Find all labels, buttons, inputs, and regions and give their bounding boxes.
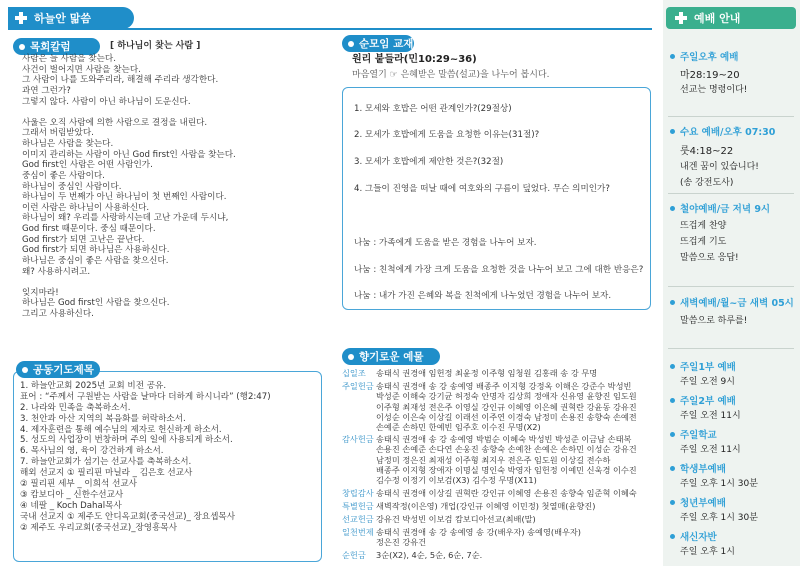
- study-box: [342, 87, 651, 310]
- column-line: 하나님이 두 번째가 아닌 하나님이 첫 번째인 사람이다.: [22, 192, 227, 203]
- service-line: 주일 오전 11시: [680, 411, 741, 421]
- study-intro: 마음열기 ☞ 은혜받은 말씀(설교)을 나누어 봅시다.: [352, 70, 550, 80]
- offering-names: 손예준 손하민 한예빈 임주호 이수진 무명(X2): [376, 422, 541, 433]
- study-label: 순모임 교재: [342, 35, 414, 52]
- offering-type: 순헌금: [342, 550, 366, 560]
- column-line: 이런 사람은 하나님이 사용하신다.: [22, 202, 150, 213]
- offering-names: 배종주 이지형 장애자 이명실 명인숙 박영자 임헌정 이예민 신욱경 이수진: [376, 464, 637, 475]
- column-line: God first가 되면 하나님은 사용하신다.: [22, 245, 170, 256]
- column-line: God first인 사람은 어떤 사람인가.: [22, 160, 153, 171]
- service-line: 뜨겁게 찬양: [680, 221, 727, 231]
- bullet-icon: [670, 129, 675, 134]
- column-line: God first 때문이다. 중심 때문이다.: [22, 224, 156, 234]
- study-share: 나눔 : 내가 가진 은혜와 복을 친척에게 나누었던 경험을 나누어 보자.: [354, 291, 612, 301]
- bullet-icon: [348, 41, 354, 47]
- column-line: 그렇지 않다. 사람이 아닌 하나님이 도운신다.: [22, 96, 191, 107]
- prayer-line: 1. 하늘안교회 2025년 교회 비전 공유.: [20, 381, 167, 391]
- column-line: God first가 되면 고난은 끝난다.: [22, 234, 145, 245]
- offering-row: [342, 550, 482, 560]
- bullet-icon: [670, 206, 675, 211]
- bullet-icon: [670, 364, 675, 369]
- divider: [668, 193, 794, 194]
- prayer-line: ④ 네팔 _ Koch Dahal목사: [20, 500, 122, 511]
- column-line: 하나님이 중심인 사람이다.: [22, 181, 122, 192]
- divider: [668, 116, 794, 117]
- service-title: 수요 예배/오후 07:30: [670, 124, 775, 138]
- service-line: 말씀으로 하루를!: [680, 316, 748, 326]
- offering-names: 남정미 정은진 최재성 이주형 최지우 전은주 임도원 이상길 전수하: [376, 454, 611, 465]
- column-body: [22, 54, 236, 320]
- divider: [668, 348, 794, 349]
- banner-divider: [8, 28, 652, 30]
- offering-type: 창립감사: [342, 488, 374, 498]
- offering-names: 송태식 권경애 송 강 송예영 배종주 이지형 강정옥 이해은 강준수 박성빈: [376, 381, 632, 391]
- bullet-icon: [670, 500, 675, 505]
- column-line: 하나님이 왜? 우리를 사랑하시는데 고난 가운데 두시냐,: [22, 213, 229, 224]
- service-title: 청년부예배: [670, 495, 726, 509]
- offering-row: [342, 527, 581, 548]
- offering-label: 향기로운 예물: [342, 348, 440, 365]
- service-title: 철야예배/금 저녁 9시: [670, 201, 770, 215]
- column-line: [22, 277, 236, 288]
- bullet-icon: [22, 367, 28, 373]
- offering-type: 특별헌금: [342, 501, 374, 511]
- column-line: [22, 107, 236, 118]
- bullet-icon: [670, 300, 675, 305]
- column-line: 그래서 버림받았다.: [22, 128, 94, 139]
- service-line: 주일 오후 1시 30분: [680, 513, 758, 523]
- column-line: 그 사람이 나를 도와주리라, 해결해 주리라 생각한다.: [22, 75, 219, 86]
- column-line: 하나님은 사람을 찾는다.: [22, 139, 114, 149]
- offering-names: 송태식 권경애 송 강 송예영 송 강(배우자) 송예영(배우자): [376, 527, 581, 537]
- service-title: 주일학교: [670, 427, 717, 441]
- bullet-icon: [670, 466, 675, 471]
- service-line: 주일 오후 1시 30분: [680, 479, 758, 489]
- column-subtitle: [ 하나님이 찾는 사람 ]: [110, 41, 201, 51]
- column-line: 이미지 관리하는 사람이 아닌 God first인 사람을 찾는다.: [22, 149, 236, 160]
- study-share: 나눔 : 친척에게 가장 크게 도움을 요청한 것을 나누어 보고 그에 대한 반응은?: [354, 265, 644, 275]
- service-line: 주일 오후 1시: [680, 547, 735, 557]
- offering-names: 송태식 권경애 임헌정 최윤정 이주형 임청원 김홍래 송 강 무명: [376, 368, 598, 378]
- column-line: 사울은 오직 사람에 의한 사람으로 결정을 내린다.: [22, 117, 208, 128]
- column-label: 목회칼럼: [13, 38, 100, 55]
- study-share: 나눔 : 가족에게 도움을 받은 경험을 나누어 보자.: [354, 238, 537, 248]
- offering-row: [342, 381, 637, 432]
- prayer-line: ② 제주도 우리교회(중국선교)_장영흥목사: [20, 522, 177, 533]
- column-line: 사람은 늘 사람을 찾는다.: [22, 54, 116, 64]
- prayer-line: ③ 캄보디아 _ 신한수선교사: [20, 489, 124, 500]
- prayer-line: 표어 : “주께서 구원받는 사람을 날마다 더하게 하시니라” (행2:47): [20, 391, 271, 402]
- column-line: 하나님은 God first인 사람을 찾으신다.: [22, 298, 170, 309]
- column-line: 잊지마라!: [22, 287, 59, 298]
- offering-names: 강유건 박성빈 이보검 캄보디아선교(최배(말): [376, 514, 536, 524]
- offering-row: [342, 501, 595, 511]
- offering-names: 김수정 이정기 이보검(X3) 김수정 무명(X11): [376, 475, 537, 486]
- bullet-icon: [670, 398, 675, 403]
- study-question: 1. 모세와 호밥은 어떤 관계인가?(29절상): [354, 104, 512, 114]
- offering-names: 이주형 최재성 전은주 이영실 강인규 이혜영 이은혜 권혁란 강윤동 강유진: [376, 401, 637, 412]
- offering-row: [342, 368, 597, 378]
- offering-names: 3순(X2), 4순, 5순, 6순, 7순.: [376, 550, 483, 560]
- column-line: 그리고 사용하신다.: [22, 309, 94, 319]
- section-banner: [8, 7, 134, 29]
- service-line: 마28:19~20: [680, 70, 740, 81]
- service-line: (송 강전도사): [680, 178, 734, 188]
- offering-names: 새벽작정(이은영) 개업(강인규 이혜영 이민정) 첫열매(윤향진): [376, 501, 596, 511]
- offering-type: 선교헌금: [342, 514, 374, 524]
- prayer-line: 6. 목사님의 영, 육이 강건하게 하소서.: [20, 446, 164, 457]
- column-line: 중심이 좋은 사람이다.: [22, 170, 105, 181]
- banner-title: 하늘안 맒씀: [34, 12, 91, 25]
- prayer-line: 2. 나라와 민족을 축복하소서.: [20, 402, 131, 413]
- study-question: 3. 모세가 호밥에게 제안한 것은?(32절): [354, 157, 504, 167]
- service-line: 선교는 명령이다!: [680, 85, 748, 95]
- prayer-line: 5. 성도의 사업장이 번창하며 주의 일에 사용되게 하소서.: [20, 435, 233, 446]
- offering-row: [342, 514, 536, 524]
- offering-names: 손용진 손예준 손다연 손웅진 송향숙 손예찬 손예은 손하민 이성순 강유건: [376, 444, 637, 455]
- column-line: 과연 그런가?: [22, 85, 71, 96]
- bullet-icon: [348, 354, 354, 360]
- column-line: 사건이 벌어지면 사람을 찾는다.: [22, 64, 141, 75]
- bullet-icon: [670, 534, 675, 539]
- study-question: 4. 그들이 진영을 떠날 때에 여호와의 구름이 덮었다. 무슨 의미인가?: [354, 184, 610, 194]
- bullet-icon: [19, 44, 25, 50]
- study-question: 2. 모세가 호밥에게 도움을 요청한 이유는(31절)?: [354, 130, 540, 140]
- service-line: 내겐 꿈이 있습니다!: [680, 162, 759, 172]
- offering-row: [342, 434, 637, 485]
- column-line: 하나님은 중심이 좋은 사람을 찾으신다.: [22, 255, 169, 266]
- offering-type: 주일헌금: [342, 381, 374, 391]
- offering-type: 감사헌금: [342, 434, 374, 444]
- bullet-icon: [670, 54, 675, 59]
- offering-type: 일천번제: [342, 527, 374, 537]
- service-title: 주일오후 예배: [670, 49, 738, 63]
- service-title: 주일2부 예배: [670, 393, 736, 407]
- service-line: 주일 오전 9시: [680, 377, 735, 387]
- services-header: 예배 안내: [666, 7, 796, 29]
- offering-names: 이성순 이은숙 이상길 이래선 이주연 이경숙 남정미 손용진 송향숙 손예전: [376, 411, 637, 422]
- prayer-line: 해외 선교지 ① 필리핀 마닐라 _ 김은호 선교사: [20, 468, 193, 479]
- prayer-line: 4. 제자훈련을 통해 예수님의 제자로 헌신하게 하소서.: [20, 424, 222, 435]
- column-line: 왜? 사용하시려고.: [22, 266, 91, 277]
- prayer-line: 7. 하늘안교회가 섬기는 선교사를 축복하소서.: [20, 457, 192, 468]
- service-line: 룻4:18~22: [680, 146, 734, 157]
- prayer-line: 3. 천안과 아산 지역의 복음화를 허락하소서.: [20, 413, 186, 424]
- prayer-line: ② 필리핀 세부 _ 이희석 선교사: [20, 479, 137, 490]
- service-title: 새신자반: [670, 529, 717, 543]
- offering-names: 정은진 강유건: [376, 537, 427, 548]
- prayer-body: [20, 381, 271, 533]
- offering-names: 송태식 권경애 이상길 권혁란 강인규 이혜영 손용진 송향숙 임준혁 이혜숙: [376, 488, 637, 498]
- prayer-label: 공동기도제목: [16, 361, 100, 378]
- study-title: 원리 붙들라(민10:29~36): [352, 54, 477, 65]
- offering-type: 십일조: [342, 368, 366, 378]
- offering-names: 박성준 이해숙 강기균 허정숙 안명자 김상희 정애자 신유영 윤향진 임도원: [376, 391, 637, 402]
- plus-icon: [674, 11, 688, 25]
- service-title: 학생부예배: [670, 461, 726, 475]
- plus-icon: [14, 11, 28, 25]
- service-title: 새벽예배/월~금 새벽 05시: [670, 295, 794, 309]
- service-line: 주일 오전 11시: [680, 445, 741, 455]
- divider: [668, 286, 794, 287]
- service-line: 뜨겁게 기도: [680, 237, 727, 247]
- offering-row: [342, 488, 637, 498]
- prayer-line: 국내 선교지 ① 제주도 안디옥교회(중국선교)_ 장요셉목사: [20, 511, 236, 522]
- bullet-icon: [670, 432, 675, 437]
- service-line: 말씀으로 응답!: [680, 253, 739, 263]
- service-title: 주일1부 예배: [670, 359, 736, 373]
- offering-names: 송태식 권경애 송 강 송예영 박범순 이혜숙 박성빈 박성준 이금남 손태복: [376, 434, 632, 444]
